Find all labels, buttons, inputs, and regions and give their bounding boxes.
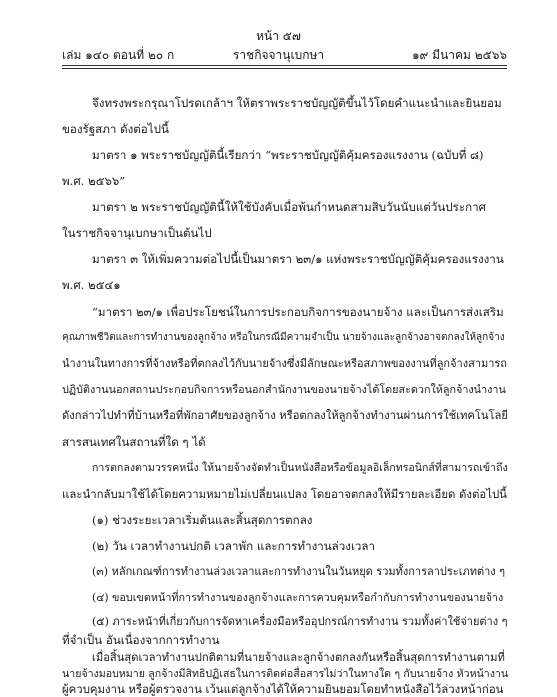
body-line: (๕) ภาระหน้าที่เกี่ยวกับการจัดหาเครื่องมือหรืออุปกรณ์การทำงาน รวมทั้งค่าใช้จ่ายต่าง ๆ [92, 615, 508, 628]
body-line: นายจ้างมอบหมาย ลูกจ้างมีสิทธิปฏิเสธในการติดต่อสื่อสารไม่ว่าในทางใด ๆ กับนายจ้าง หัวหน้างาน [62, 668, 509, 680]
body-line: นำงานในทางการที่จ้างหรือที่ตกลงไว้กับนายจ้างซึ่งมีลักษณะหรือสภาพของงานที่ลูกจ้างสามารถ [62, 357, 507, 370]
header-rule-top [62, 65, 507, 66]
body-line: “มาตรา ๒๓/๑ เพื่อประโยชน์ในการประกอบกิจการของนายจ้าง และเป็นการส่งเสริม [92, 305, 504, 319]
body-line: การตกลงตามวรรคหนึ่ง ให้นายจ้างจัดทำเป็นหนังสือหรือข้อมูลอิเล็กทรอนิกส์ที่สามารถเข้าถึง [92, 462, 508, 474]
body-line: พ.ศ. ๒๕๔๑ [62, 278, 121, 292]
body-line: และนำกลับมาใช้ได้โดยความหมายไม่เปลี่ยนแปลง โดยอาจตกลงให้มีรายละเอียด ดังต่อไปนี้ [62, 487, 507, 501]
page-number: หน้า ๕๗ [256, 29, 301, 43]
body-line: มาตรา ๓ ให้เพิ่มความต่อไปนี้เป็นมาตรา ๒๓/๑ แห่งพระราชบัญญัติคุ้มครองแรงงาน [92, 252, 504, 266]
body-line: ของรัฐสภา ดังต่อไปนี้ [62, 122, 169, 136]
body-line: มาตรา ๑ พระราชบัญญัตินี้เรียกว่า “พระราชบัญญัติคุ้มครองแรงงาน (ฉบับที่ ๘) [92, 148, 484, 162]
body-line: (๑) ช่วงระยะเวลาเริ่มต้นและสิ้นสุดการตกลง [92, 513, 313, 527]
body-line: คุณภาพชีวิตและการทำงานของลูกจ้าง หรือในกรณีมีความจำเป็น นายจ้างและลูกจ้างอาจตกลงให้ลูกจ้าง [62, 332, 505, 343]
header-rule-bottom [62, 68, 507, 69]
body-line: สารสนเทศในสถานที่ใด ๆ ได้ [62, 435, 206, 449]
body-line: (๒) วัน เวลาทำงานปกติ เวลาพัก และการทำงานล่วงเวลา [92, 539, 376, 553]
volume-issue: เล่ม ๑๔๐ ตอนที่ ๒๐ ก [62, 48, 175, 62]
body-line: จึงทรงพระกรุณาโปรดเกล้าฯ ให้ตราพระราชบัญญัติขึ้นไว้โดยคำแนะนำและยินยอม [92, 96, 502, 110]
body-line: ในราชกิจจานุเบกษาเป็นต้นไป [62, 226, 212, 240]
body-line: ปฏิบัติงานนอกสถานประกอบกิจการหรือนอกสำนักงานของนายจ้างได้โดยสะดวกให้ลูกจ้างนำงาน [62, 383, 506, 396]
body-line: มาตรา ๒ พระราชบัญญัตินี้ให้ใช้บังคับเมื่อพ้นกำหนดสามสิบวันนับแต่วันประกาศ [92, 200, 486, 214]
gazette-name: ราชกิจจานุเบกษา [232, 48, 325, 62]
body-line: ผู้ควบคุมงาน หรือผู้ตรวจงาน เว้นแต่ลูกจ้างได้ให้ความยินยอมโดยทำหนังสือไว้ล่วงหน้าก่อน [62, 682, 504, 696]
body-line: (๓) หลักเกณฑ์การทำงานล่วงเวลาและการทำงานในวันหยุด รวมทั้งการลาประเภทต่าง ๆ [92, 565, 506, 578]
body-line: พ.ศ. ๒๕๖๖” [62, 174, 126, 188]
body-line: เมื่อสิ้นสุดเวลาทำงานปกติตามที่นายจ้างและลูกจ้างตกลงกันหรือสิ้นสุดการทำงานตามที่ [92, 651, 505, 664]
gazette-date: ๑๙ มีนาคม ๒๕๖๖ [411, 48, 507, 62]
body-line: (๔) ขอบเขตหน้าที่การทำงานของลูกจ้างและการควบคุมหรือกำกับการทำงานของนายจ้าง [92, 591, 504, 604]
body-line: ดังกล่าวไปทำที่บ้านหรือที่พักอาศัยของลูกจ้าง หรือตกลงให้ลูกจ้างทำงานผ่านการใช้เทคโนโลยี [62, 409, 508, 422]
body-line: ที่จำเป็น อันเนื่องจากการทำงาน [62, 633, 220, 647]
